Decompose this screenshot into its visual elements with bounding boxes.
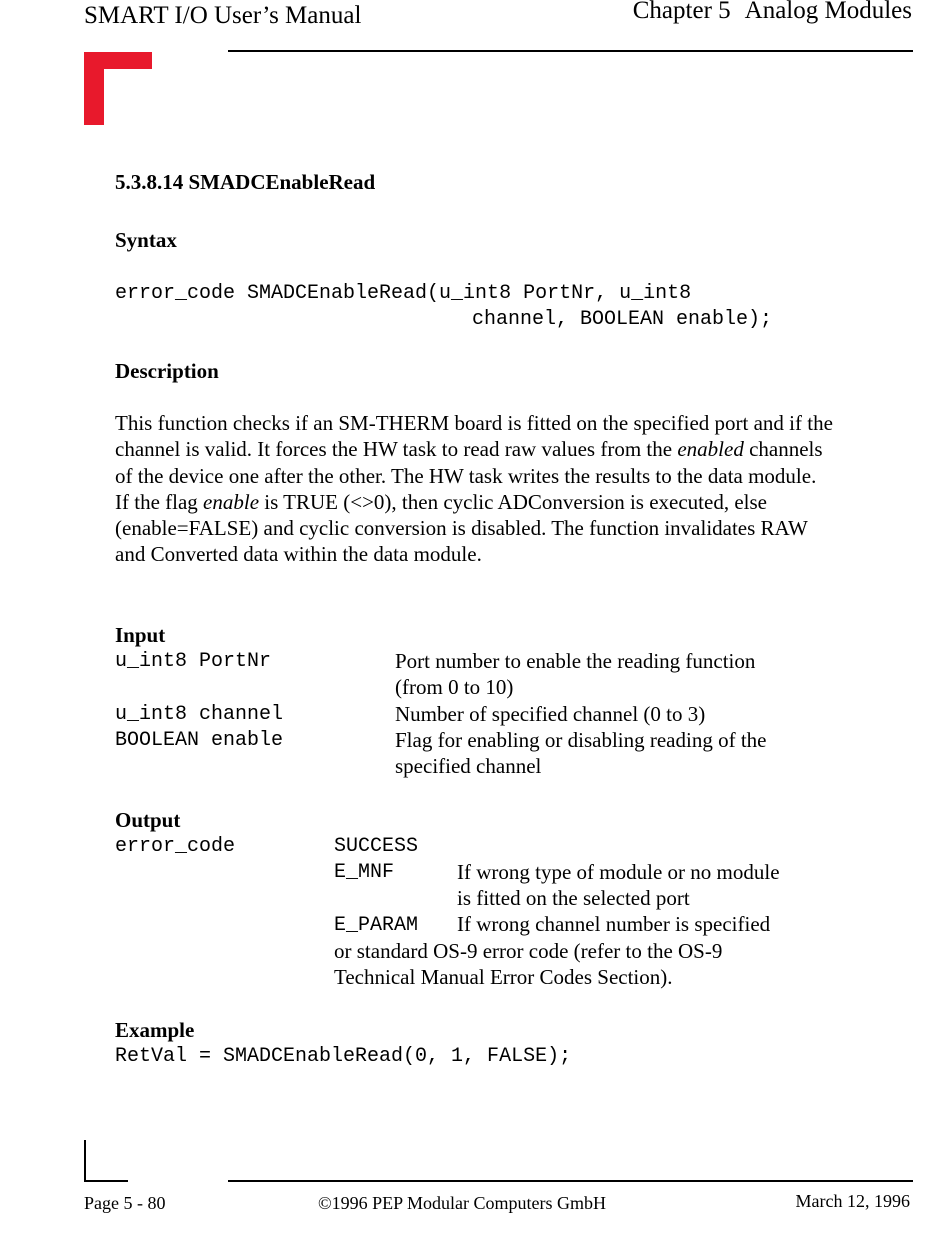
footer-corner-mark-horizontal xyxy=(84,1180,128,1182)
input-desc-line: specified channel xyxy=(395,754,542,779)
description-emphasis-enable: enable xyxy=(203,489,260,514)
description-paragraph xyxy=(115,410,835,568)
output-desc-line: If wrong type of module or no module xyxy=(457,860,780,884)
red-corner-mark-side xyxy=(84,52,104,125)
input-param-description xyxy=(395,648,755,701)
output-code-param: E_PARAM xyxy=(334,914,419,937)
example-code: RetVal = SMADCEnableRead(0, 1, FALSE); xyxy=(115,1045,572,1068)
copyright: ©1996 PEP Modular Computers GmbH xyxy=(318,1193,607,1213)
syntax-heading: Syntax xyxy=(115,228,177,252)
publication-date: March 12, 1996 xyxy=(795,1191,910,1211)
description-emphasis-enabled: enabled xyxy=(677,437,744,462)
description-text-3: is TRUE (<>0), then cyclic ADConversion is executed, else (enable=FALSE) and cyclic conversion is disabled. The function invalidates RAW and Converted data within the data module. xyxy=(115,489,808,567)
output-other-line: or standard OS-9 error code (refer to the OS-9 xyxy=(334,939,723,963)
section-title: 5.3.8.14 SMADCEnableRead xyxy=(115,170,376,194)
input-param-name: BOOLEAN enable xyxy=(115,729,284,752)
input-param-name: u_int8 channel xyxy=(115,703,284,726)
output-code-param-description: If wrong channel number is specified xyxy=(457,912,771,936)
description-text-1: This function checks if an SM-THERM board is fitted on the specified port and if the channel is valid. It forces the HW task to read raw values from the xyxy=(115,411,833,462)
output-code-mnf: E_MNF xyxy=(334,861,395,884)
chapter-heading xyxy=(633,0,912,25)
output-heading: Output xyxy=(115,808,181,832)
footer-rule xyxy=(228,1180,913,1182)
output-code-mnf-description xyxy=(457,859,780,912)
output-name: error_code xyxy=(115,835,236,858)
chapter-title: Analog Modules xyxy=(744,0,912,24)
input-desc-line: Flag for enabling or disabling reading of the xyxy=(395,728,767,752)
input-param-description xyxy=(395,701,705,727)
output-other-codes xyxy=(334,938,722,991)
description-heading: Description xyxy=(115,359,219,383)
output-other-line: Technical Manual Error Codes Section). xyxy=(334,965,673,990)
input-desc-line: Number of specified channel (0 to 3) xyxy=(395,702,706,726)
syntax-code-line-2: channel, BOOLEAN enable); xyxy=(472,308,773,331)
input-desc-line: (from 0 to 10) xyxy=(395,675,514,700)
manual-title: SMART I/O User’s Manual xyxy=(84,2,362,29)
page-number: Page 5 - 80 xyxy=(84,1193,166,1213)
chapter-label: Chapter 5 xyxy=(632,0,731,24)
header-rule xyxy=(228,50,913,52)
input-heading: Input xyxy=(115,623,166,647)
input-param-description xyxy=(395,727,767,780)
footer-corner-mark-vertical xyxy=(84,1140,86,1182)
output-code-success: SUCCESS xyxy=(334,835,419,858)
output-desc-line: is fitted on the selected port xyxy=(457,886,690,911)
syntax-code-line-1: error_code SMADCEnableRead(u_int8 PortNr, u_int8 xyxy=(115,282,692,305)
input-param-name: u_int8 PortNr xyxy=(115,650,272,673)
input-desc-line: Port number to enable the reading function xyxy=(395,649,756,673)
example-heading: Example xyxy=(115,1018,195,1042)
description-text-2: channels of the device one after the other. The HW task writes the results to the data module. If the flag xyxy=(115,437,823,514)
